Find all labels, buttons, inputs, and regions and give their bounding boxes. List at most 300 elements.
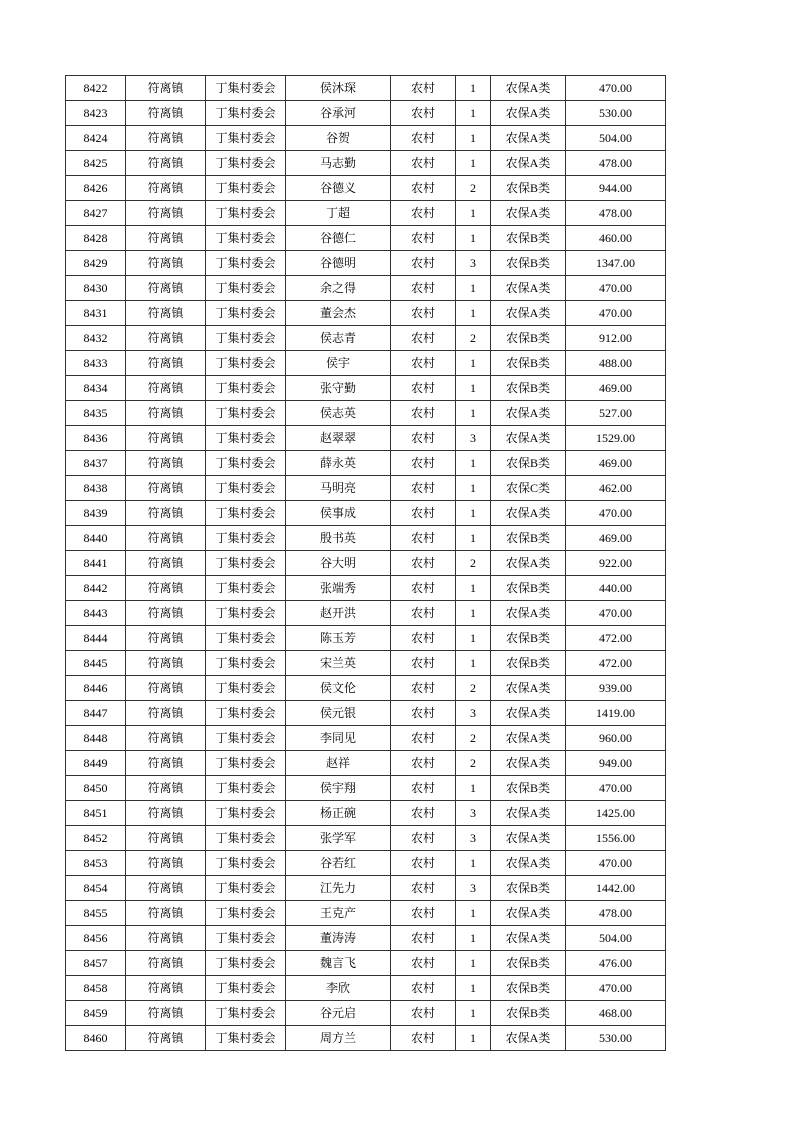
table-row	[66, 401, 666, 426]
cell-town: 符离镇	[126, 226, 206, 251]
cell-residence-type: 农村	[391, 401, 456, 426]
cell-amount: 469.00	[566, 526, 666, 551]
cell-residence-type: 农村	[391, 676, 456, 701]
cell-person-name: 谷德明	[286, 251, 391, 276]
cell-residence-type: 农村	[391, 176, 456, 201]
table-row	[66, 126, 666, 151]
cell-serial-number: 8460	[66, 1026, 126, 1051]
table-row	[66, 526, 666, 551]
cell-insurance-category: 农保B类	[491, 776, 566, 801]
cell-insurance-category: 农保B类	[491, 626, 566, 651]
cell-amount: 504.00	[566, 926, 666, 951]
table-row	[66, 351, 666, 376]
cell-person-name: 董会杰	[286, 301, 391, 326]
table-row	[66, 801, 666, 826]
cell-serial-number: 8434	[66, 376, 126, 401]
cell-serial-number: 8432	[66, 326, 126, 351]
cell-serial-number: 8451	[66, 801, 126, 826]
cell-person-count: 1	[456, 226, 491, 251]
cell-town: 符离镇	[126, 501, 206, 526]
cell-town: 符离镇	[126, 1001, 206, 1026]
cell-village-committee: 丁集村委会	[206, 376, 286, 401]
cell-village-committee: 丁集村委会	[206, 701, 286, 726]
cell-person-count: 1	[456, 451, 491, 476]
cell-serial-number: 8457	[66, 951, 126, 976]
cell-person-count: 1	[456, 376, 491, 401]
cell-insurance-category: 农保B类	[491, 526, 566, 551]
cell-residence-type: 农村	[391, 151, 456, 176]
cell-residence-type: 农村	[391, 551, 456, 576]
table-row	[66, 251, 666, 276]
cell-insurance-category: 农保A类	[491, 501, 566, 526]
cell-town: 符离镇	[126, 426, 206, 451]
table-row	[66, 301, 666, 326]
cell-village-committee: 丁集村委会	[206, 901, 286, 926]
cell-residence-type: 农村	[391, 126, 456, 151]
table-row	[66, 451, 666, 476]
cell-person-name: 侯宇翔	[286, 776, 391, 801]
cell-serial-number: 8427	[66, 201, 126, 226]
cell-insurance-category: 农保A类	[491, 126, 566, 151]
table-row	[66, 751, 666, 776]
cell-town: 符离镇	[126, 651, 206, 676]
cell-person-count: 1	[456, 651, 491, 676]
cell-person-name: 李同见	[286, 726, 391, 751]
cell-residence-type: 农村	[391, 351, 456, 376]
cell-amount: 488.00	[566, 351, 666, 376]
cell-town: 符离镇	[126, 276, 206, 301]
cell-serial-number: 8454	[66, 876, 126, 901]
table-row	[66, 76, 666, 101]
cell-person-count: 2	[456, 551, 491, 576]
cell-serial-number: 8428	[66, 226, 126, 251]
cell-insurance-category: 农保A类	[491, 401, 566, 426]
cell-insurance-category: 农保A类	[491, 901, 566, 926]
cell-insurance-category: 农保A类	[491, 426, 566, 451]
table-row	[66, 926, 666, 951]
cell-person-count: 1	[456, 151, 491, 176]
cell-town: 符离镇	[126, 751, 206, 776]
table-row	[66, 151, 666, 176]
cell-person-name: 薛永英	[286, 451, 391, 476]
cell-town: 符离镇	[126, 851, 206, 876]
cell-village-committee: 丁集村委会	[206, 151, 286, 176]
cell-amount: 472.00	[566, 651, 666, 676]
cell-person-name: 张守勤	[286, 376, 391, 401]
cell-amount: 470.00	[566, 851, 666, 876]
cell-person-name: 侯沐琛	[286, 76, 391, 101]
cell-residence-type: 农村	[391, 576, 456, 601]
pension-table	[65, 75, 666, 1051]
cell-person-count: 1	[456, 101, 491, 126]
cell-person-count: 1	[456, 401, 491, 426]
cell-residence-type: 农村	[391, 976, 456, 1001]
cell-amount: 476.00	[566, 951, 666, 976]
cell-person-name: 董涛涛	[286, 926, 391, 951]
table-row	[66, 476, 666, 501]
cell-person-count: 1	[456, 501, 491, 526]
cell-person-name: 赵祥	[286, 751, 391, 776]
cell-town: 符离镇	[126, 451, 206, 476]
cell-serial-number: 8459	[66, 1001, 126, 1026]
cell-amount: 470.00	[566, 301, 666, 326]
table-row	[66, 576, 666, 601]
cell-person-name: 赵翠翠	[286, 426, 391, 451]
cell-village-committee: 丁集村委会	[206, 776, 286, 801]
cell-residence-type: 农村	[391, 726, 456, 751]
cell-person-name: 张学军	[286, 826, 391, 851]
cell-person-name: 侯文伦	[286, 676, 391, 701]
cell-amount: 530.00	[566, 101, 666, 126]
cell-insurance-category: 农保B类	[491, 651, 566, 676]
cell-insurance-category: 农保A类	[491, 826, 566, 851]
cell-village-committee: 丁集村委会	[206, 651, 286, 676]
cell-amount: 440.00	[566, 576, 666, 601]
cell-amount: 912.00	[566, 326, 666, 351]
cell-village-committee: 丁集村委会	[206, 976, 286, 1001]
cell-amount: 478.00	[566, 151, 666, 176]
table-row	[66, 176, 666, 201]
cell-residence-type: 农村	[391, 251, 456, 276]
cell-serial-number: 8435	[66, 401, 126, 426]
cell-insurance-category: 农保A类	[491, 301, 566, 326]
cell-serial-number: 8436	[66, 426, 126, 451]
cell-serial-number: 8437	[66, 451, 126, 476]
cell-village-committee: 丁集村委会	[206, 176, 286, 201]
table-row	[66, 426, 666, 451]
cell-residence-type: 农村	[391, 776, 456, 801]
cell-person-count: 1	[456, 126, 491, 151]
cell-person-count: 1	[456, 901, 491, 926]
cell-amount: 1556.00	[566, 826, 666, 851]
cell-serial-number: 8446	[66, 676, 126, 701]
cell-residence-type: 农村	[391, 876, 456, 901]
cell-village-committee: 丁集村委会	[206, 476, 286, 501]
cell-person-count: 1	[456, 951, 491, 976]
cell-person-name: 侯志青	[286, 326, 391, 351]
cell-person-count: 2	[456, 726, 491, 751]
cell-village-committee: 丁集村委会	[206, 626, 286, 651]
cell-insurance-category: 农保A类	[491, 1026, 566, 1051]
cell-serial-number: 8452	[66, 826, 126, 851]
cell-amount: 1347.00	[566, 251, 666, 276]
cell-residence-type: 农村	[391, 476, 456, 501]
cell-amount: 1425.00	[566, 801, 666, 826]
cell-person-count: 1	[456, 201, 491, 226]
cell-amount: 470.00	[566, 276, 666, 301]
cell-serial-number: 8440	[66, 526, 126, 551]
cell-person-name: 殷书英	[286, 526, 391, 551]
cell-person-name: 马明亮	[286, 476, 391, 501]
cell-insurance-category: 农保B类	[491, 376, 566, 401]
cell-person-name: 谷承河	[286, 101, 391, 126]
cell-town: 符离镇	[126, 101, 206, 126]
cell-residence-type: 农村	[391, 826, 456, 851]
table-row	[66, 951, 666, 976]
cell-person-name: 张端秀	[286, 576, 391, 601]
cell-serial-number: 8458	[66, 976, 126, 1001]
cell-village-committee: 丁集村委会	[206, 526, 286, 551]
cell-person-count: 1	[456, 576, 491, 601]
cell-person-count: 1	[456, 776, 491, 801]
cell-person-count: 1	[456, 926, 491, 951]
cell-insurance-category: 农保A类	[491, 701, 566, 726]
cell-person-count: 3	[456, 426, 491, 451]
cell-residence-type: 农村	[391, 851, 456, 876]
cell-amount: 527.00	[566, 401, 666, 426]
table-row	[66, 776, 666, 801]
cell-town: 符离镇	[126, 676, 206, 701]
cell-person-name: 谷贺	[286, 126, 391, 151]
cell-residence-type: 农村	[391, 501, 456, 526]
cell-insurance-category: 农保B类	[491, 1001, 566, 1026]
table-row	[66, 726, 666, 751]
cell-amount: 1419.00	[566, 701, 666, 726]
cell-village-committee: 丁集村委会	[206, 451, 286, 476]
cell-town: 符离镇	[126, 926, 206, 951]
cell-town: 符离镇	[126, 326, 206, 351]
cell-person-name: 魏言飞	[286, 951, 391, 976]
cell-village-committee: 丁集村委会	[206, 76, 286, 101]
cell-residence-type: 农村	[391, 651, 456, 676]
cell-person-count: 1	[456, 476, 491, 501]
cell-serial-number: 8441	[66, 551, 126, 576]
cell-residence-type: 农村	[391, 1026, 456, 1051]
table-row	[66, 826, 666, 851]
cell-residence-type: 农村	[391, 701, 456, 726]
cell-village-committee: 丁集村委会	[206, 676, 286, 701]
cell-village-committee: 丁集村委会	[206, 426, 286, 451]
cell-amount: 469.00	[566, 376, 666, 401]
cell-person-count: 3	[456, 876, 491, 901]
cell-person-count: 3	[456, 826, 491, 851]
cell-town: 符离镇	[126, 151, 206, 176]
cell-village-committee: 丁集村委会	[206, 301, 286, 326]
cell-residence-type: 农村	[391, 326, 456, 351]
cell-serial-number: 8424	[66, 126, 126, 151]
cell-town: 符离镇	[126, 976, 206, 1001]
cell-village-committee: 丁集村委会	[206, 726, 286, 751]
cell-person-name: 侯志英	[286, 401, 391, 426]
cell-amount: 504.00	[566, 126, 666, 151]
cell-insurance-category: 农保B类	[491, 576, 566, 601]
cell-town: 符离镇	[126, 201, 206, 226]
cell-amount: 470.00	[566, 776, 666, 801]
table-row	[66, 1026, 666, 1051]
cell-residence-type: 农村	[391, 426, 456, 451]
cell-person-name: 江先力	[286, 876, 391, 901]
cell-insurance-category: 农保A类	[491, 851, 566, 876]
cell-residence-type: 农村	[391, 801, 456, 826]
cell-person-count: 1	[456, 851, 491, 876]
cell-town: 符离镇	[126, 551, 206, 576]
cell-residence-type: 农村	[391, 951, 456, 976]
cell-town: 符离镇	[126, 901, 206, 926]
table-row	[66, 326, 666, 351]
cell-serial-number: 8423	[66, 101, 126, 126]
cell-person-count: 2	[456, 326, 491, 351]
cell-insurance-category: 农保A类	[491, 601, 566, 626]
cell-town: 符离镇	[126, 301, 206, 326]
cell-person-count: 3	[456, 251, 491, 276]
cell-residence-type: 农村	[391, 376, 456, 401]
cell-person-name: 丁超	[286, 201, 391, 226]
cell-town: 符离镇	[126, 626, 206, 651]
cell-insurance-category: 农保A类	[491, 151, 566, 176]
cell-person-name: 侯事成	[286, 501, 391, 526]
cell-town: 符离镇	[126, 726, 206, 751]
cell-insurance-category: 农保A类	[491, 201, 566, 226]
cell-person-count: 1	[456, 276, 491, 301]
table-row	[66, 601, 666, 626]
table-row	[66, 201, 666, 226]
cell-town: 符离镇	[126, 351, 206, 376]
cell-residence-type: 农村	[391, 226, 456, 251]
cell-amount: 460.00	[566, 226, 666, 251]
cell-town: 符离镇	[126, 1026, 206, 1051]
cell-insurance-category: 农保B类	[491, 326, 566, 351]
cell-residence-type: 农村	[391, 201, 456, 226]
cell-residence-type: 农村	[391, 926, 456, 951]
cell-person-count: 1	[456, 626, 491, 651]
cell-village-committee: 丁集村委会	[206, 251, 286, 276]
table-row	[66, 1001, 666, 1026]
table-row	[66, 501, 666, 526]
cell-serial-number: 8425	[66, 151, 126, 176]
cell-serial-number: 8438	[66, 476, 126, 501]
cell-village-committee: 丁集村委会	[206, 876, 286, 901]
cell-amount: 949.00	[566, 751, 666, 776]
cell-village-committee: 丁集村委会	[206, 101, 286, 126]
cell-village-committee: 丁集村委会	[206, 926, 286, 951]
cell-village-committee: 丁集村委会	[206, 126, 286, 151]
cell-person-name: 宋兰英	[286, 651, 391, 676]
cell-insurance-category: 农保B类	[491, 176, 566, 201]
cell-town: 符离镇	[126, 701, 206, 726]
cell-serial-number: 8442	[66, 576, 126, 601]
cell-insurance-category: 农保B类	[491, 251, 566, 276]
cell-insurance-category: 农保C类	[491, 476, 566, 501]
cell-town: 符离镇	[126, 76, 206, 101]
table-row	[66, 551, 666, 576]
cell-town: 符离镇	[126, 876, 206, 901]
cell-town: 符离镇	[126, 251, 206, 276]
cell-serial-number: 8431	[66, 301, 126, 326]
cell-insurance-category: 农保A类	[491, 801, 566, 826]
cell-person-count: 1	[456, 976, 491, 1001]
cell-village-committee: 丁集村委会	[206, 601, 286, 626]
table-row	[66, 901, 666, 926]
cell-residence-type: 农村	[391, 901, 456, 926]
cell-insurance-category: 农保A类	[491, 276, 566, 301]
cell-serial-number: 8433	[66, 351, 126, 376]
cell-person-count: 3	[456, 701, 491, 726]
cell-serial-number: 8455	[66, 901, 126, 926]
cell-town: 符离镇	[126, 576, 206, 601]
cell-residence-type: 农村	[391, 301, 456, 326]
cell-person-name: 周方兰	[286, 1026, 391, 1051]
cell-person-name: 谷德义	[286, 176, 391, 201]
cell-person-count: 2	[456, 676, 491, 701]
cell-amount: 478.00	[566, 201, 666, 226]
cell-serial-number: 8444	[66, 626, 126, 651]
cell-person-count: 1	[456, 76, 491, 101]
cell-amount: 472.00	[566, 626, 666, 651]
cell-serial-number: 8450	[66, 776, 126, 801]
cell-person-count: 2	[456, 751, 491, 776]
cell-residence-type: 农村	[391, 276, 456, 301]
cell-person-count: 1	[456, 601, 491, 626]
cell-village-committee: 丁集村委会	[206, 326, 286, 351]
table-row	[66, 701, 666, 726]
cell-insurance-category: 农保A类	[491, 726, 566, 751]
cell-insurance-category: 农保B类	[491, 976, 566, 1001]
cell-person-name: 谷德仁	[286, 226, 391, 251]
cell-person-name: 赵开洪	[286, 601, 391, 626]
cell-town: 符离镇	[126, 951, 206, 976]
cell-serial-number: 8447	[66, 701, 126, 726]
cell-village-committee: 丁集村委会	[206, 951, 286, 976]
cell-serial-number: 8430	[66, 276, 126, 301]
cell-serial-number: 8449	[66, 751, 126, 776]
table-row	[66, 276, 666, 301]
table-row	[66, 876, 666, 901]
cell-person-name: 谷大明	[286, 551, 391, 576]
cell-town: 符离镇	[126, 476, 206, 501]
cell-town: 符离镇	[126, 826, 206, 851]
cell-serial-number: 8439	[66, 501, 126, 526]
cell-person-count: 1	[456, 351, 491, 376]
cell-person-count: 1	[456, 1001, 491, 1026]
cell-insurance-category: 农保A类	[491, 101, 566, 126]
cell-person-name: 杨正碗	[286, 801, 391, 826]
cell-village-committee: 丁集村委会	[206, 1001, 286, 1026]
table-row	[66, 651, 666, 676]
cell-person-name: 谷若红	[286, 851, 391, 876]
cell-amount: 469.00	[566, 451, 666, 476]
cell-village-committee: 丁集村委会	[206, 201, 286, 226]
cell-serial-number: 8453	[66, 851, 126, 876]
cell-serial-number: 8456	[66, 926, 126, 951]
cell-residence-type: 农村	[391, 626, 456, 651]
cell-person-name: 马志勤	[286, 151, 391, 176]
table-row	[66, 226, 666, 251]
cell-person-name: 侯元银	[286, 701, 391, 726]
cell-town: 符离镇	[126, 601, 206, 626]
table-row	[66, 626, 666, 651]
cell-village-committee: 丁集村委会	[206, 851, 286, 876]
cell-amount: 960.00	[566, 726, 666, 751]
cell-amount: 939.00	[566, 676, 666, 701]
cell-insurance-category: 农保B类	[491, 226, 566, 251]
cell-village-committee: 丁集村委会	[206, 351, 286, 376]
cell-town: 符离镇	[126, 176, 206, 201]
cell-amount: 944.00	[566, 176, 666, 201]
cell-person-name: 谷元启	[286, 1001, 391, 1026]
cell-person-name: 李欣	[286, 976, 391, 1001]
cell-town: 符离镇	[126, 801, 206, 826]
cell-residence-type: 农村	[391, 1001, 456, 1026]
cell-village-committee: 丁集村委会	[206, 226, 286, 251]
cell-serial-number: 8443	[66, 601, 126, 626]
cell-amount: 470.00	[566, 76, 666, 101]
cell-insurance-category: 农保B类	[491, 876, 566, 901]
cell-amount: 1442.00	[566, 876, 666, 901]
cell-town: 符离镇	[126, 776, 206, 801]
cell-residence-type: 农村	[391, 76, 456, 101]
cell-town: 符离镇	[126, 376, 206, 401]
cell-village-committee: 丁集村委会	[206, 551, 286, 576]
